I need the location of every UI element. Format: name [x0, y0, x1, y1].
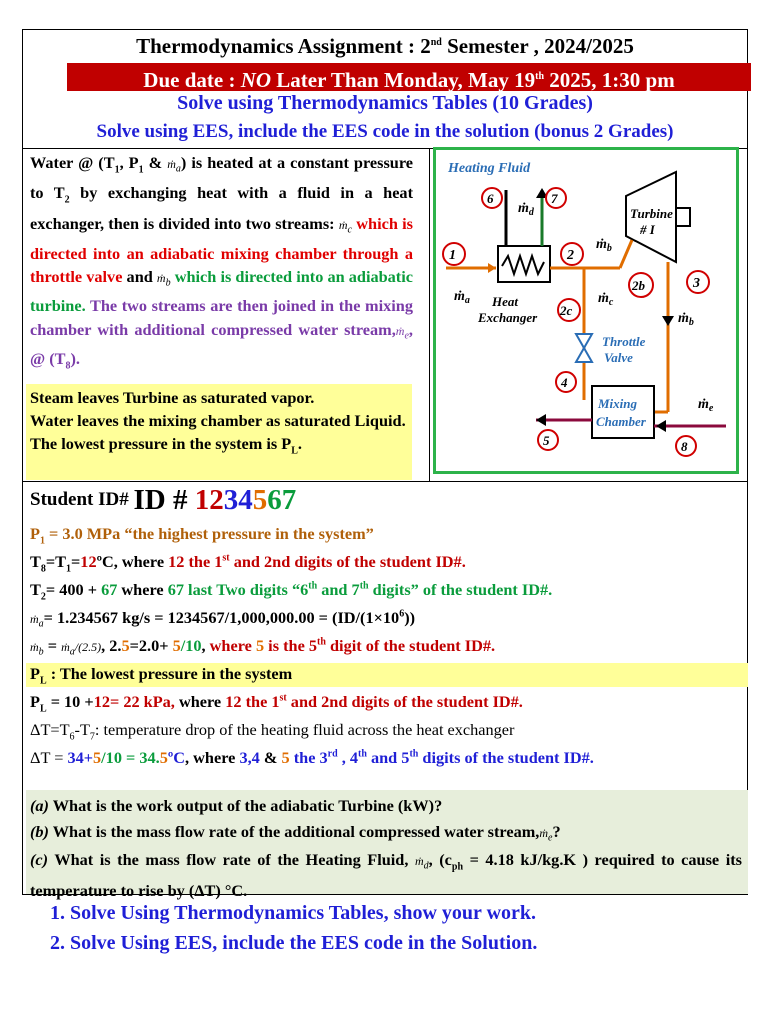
svg-text:Chamber: Chamber	[596, 414, 646, 429]
svg-text:ṁa: ṁ$_a$	[454, 289, 470, 306]
problem-statement: Water @ ($T_1$, $P_1$ & ṁ$_a$) is heated at a constant pressure to $T_2$ by exchanging heat with a fluid in a heat exchanger, then is divided into two streams: ṁ$_c$ which is directed into an adiabatic mixing chamber through a throttle valve and ṁ$_b$ which is directed into an adiabatic turbine. The two streams are then joined in the mixing chamber with additional compressed water stream,ṁ$_e$, @ $(T_8)$.	[30, 153, 414, 372]
instruction-tables: 1. Solve Using Thermodynamics Tables, show your work.	[50, 902, 537, 924]
pl-line: $P_L = 10 +12= 22$ kPa, where 12 the 1st and 2nd digits of the student ID#.	[30, 692, 523, 715]
condition-pressure: The lowest pressure in the system is $P_L$.	[30, 434, 302, 457]
dt-line: ΔT = 34+5/10 = 34.5ºC, where 3,4 & 5 the 3rd , 4th and 5th digits of the student ID#.	[30, 748, 594, 767]
tables-instruction: Solve using Thermodynamics Tables (10 Grades)	[177, 92, 593, 114]
t2-line: $T_2= 400 + 67$ where 67 last Two digits “6th and 7th digits” of the student ID#.	[30, 580, 553, 603]
ma-line: ṁ$_a$= 1.234567 $kg/s = 1234567/1,000,000.00 = (ID/(1\times 10^6))$	[30, 608, 416, 630]
divider	[429, 148, 430, 481]
ees-instruction: Solve using EES, include the EES code in the solution (bonus 2 Grades)	[96, 121, 674, 142]
divider	[23, 481, 747, 482]
assignment-frame	[22, 29, 748, 900]
student-id: Student ID# ID # 1234567	[30, 484, 297, 516]
svg-text:5: 5	[543, 433, 550, 448]
svg-text:8: 8	[681, 439, 688, 454]
question-a: (a) What is the work output of the adiabatic Turbine (kW)?	[30, 796, 443, 815]
svg-text:2b: 2b	[632, 278, 645, 293]
svg-text:2: 2	[567, 248, 574, 263]
t8-line: $T_8=T_1=12ºC$, where 12 the 1st and 2nd digits of the student ID#.	[30, 552, 466, 575]
svg-text:3: 3	[693, 276, 700, 291]
mb-line: ṁ$_b$ = ṁ$_a$/(2.5), 2.5=2.0+ 5/10, where 5 is the 5th digit of the student ID#.	[30, 636, 496, 658]
svg-text:Valve: Valve	[604, 350, 633, 365]
instruction-ees: 2. Solve Using EES, include the EES code in the Solution.	[50, 932, 538, 954]
svg-text:Heat: Heat	[492, 294, 518, 309]
svg-text:1: 1	[449, 248, 456, 263]
question-b: (b) What is the mass flow rate of the additional compressed water stream,ṁ$_e$?	[30, 822, 561, 844]
svg-text:6: 6	[487, 191, 494, 206]
svg-text:# I: # I	[640, 222, 655, 237]
condition-turbine: Steam leaves Turbine as saturated vapor.	[30, 388, 315, 407]
turbine-shape	[626, 172, 690, 262]
system-diagram	[433, 147, 739, 474]
dt-definition: $\Delta T=T_6-T_7$: temperature drop of the heating fluid across the heat exchanger	[30, 720, 515, 743]
condition-mixing: Water leaves the mixing chamber as saturated Liquid.	[30, 411, 406, 431]
pl-heading: $P_L$ : The lowest pressure in the system	[30, 664, 293, 687]
heat-exchanger-shape	[477, 246, 550, 325]
svg-text:Exchanger: Exchanger	[478, 310, 538, 325]
svg-text:2c: 2c	[560, 303, 573, 318]
svg-text:Throttle: Throttle	[602, 334, 646, 349]
svg-text:4: 4	[561, 375, 568, 390]
mixing-chamber-shape	[592, 386, 654, 438]
svg-text:ṁe: ṁ$_e$	[698, 397, 714, 414]
due-date-banner: Due date : NO Later Than Monday, May 19th 2025, 1:30 pm	[67, 63, 751, 91]
conditions-text	[30, 386, 413, 463]
heating-fluid-label: Heating Fluid	[448, 161, 531, 176]
svg-text:Turbine: Turbine	[630, 206, 673, 221]
svg-text:7: 7	[551, 191, 558, 206]
svg-text:ṁd: ṁ$_d$	[518, 201, 534, 218]
svg-text:Mixing: Mixing	[598, 396, 638, 411]
svg-text:ṁc: ṁ$_c$	[598, 291, 614, 308]
throttle-valve-shape	[576, 334, 646, 365]
svg-text:ṁb: ṁ$_b$	[678, 311, 694, 328]
question-c: (c) What is the mass flow rate of the Heating Fluid, ṁ$_d$, ($c_{ph} = 4.18$ kJ/kg.K ) required to cause its temperature to rise by (ΔT) °C.	[30, 850, 742, 900]
p1-line: $P_1 = 3.0$ MPa “the highest pressure in the system”	[30, 524, 374, 547]
assignment-title: Thermodynamics Assignment : 2nd Semester , 2024/2025	[136, 34, 634, 58]
svg-text:ṁb: ṁ$_b$	[596, 237, 612, 254]
